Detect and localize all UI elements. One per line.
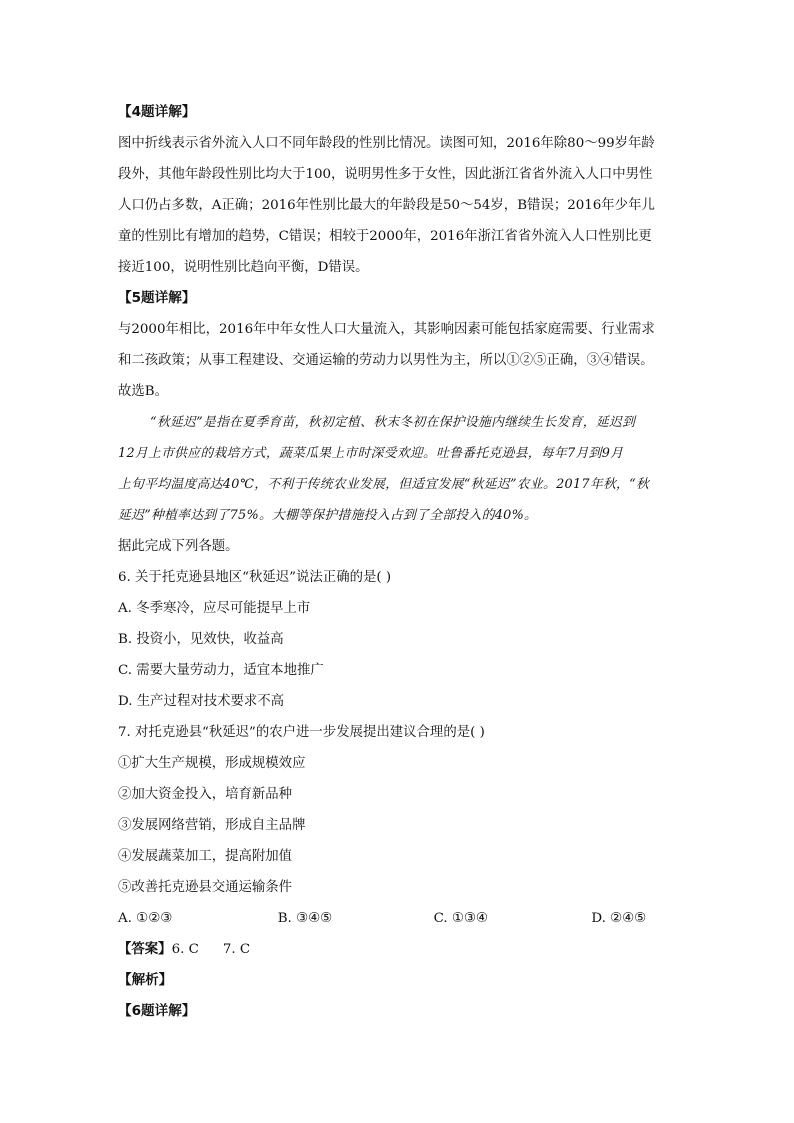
question-7-item: ⑤改善托克逊县交通运输条件 <box>118 880 293 895</box>
material-line: 上旬平均温度高达40℃，不利于传统农业发展，但适宜发展“秋延迟”农业。2017年秋，“秋 <box>118 477 650 492</box>
paragraph-line: 段外，其他年龄段性别比均大于100，说明男性多于女性，因此浙江省省外流入人口中男性 <box>118 167 653 182</box>
question-7-option-d: D. ②④⑤ <box>591 911 647 926</box>
question-7-option-a: A. ①②③ <box>118 911 173 926</box>
material-line: 延迟”种植率达到了75%。大棚等保护措施投入占到了全部投入的40%。 <box>118 508 538 523</box>
answer-6: 6. C <box>171 942 199 957</box>
question-6-option-c: C. 需要大量劳动力，适宜本地推广 <box>118 663 324 678</box>
section-heading-q4: 【4题详解】 <box>118 104 196 120</box>
question-7-option-c: C. ①③④ <box>433 911 488 926</box>
answer-tag: 【答案】 <box>118 942 172 957</box>
question-7-options <box>118 903 678 934</box>
paragraph-line: 图中折线表示省外流入人口不同年龄段的性别比情况。读图可知，2016年除80～99岁年龄 <box>118 136 655 151</box>
paragraph-line: 接近100，说明性别比趋向平衡，D错误。 <box>118 260 369 275</box>
question-7-stem: 7. 对托克逊县“秋延迟”的农户进一步发展提出建议合理的是( ) <box>118 725 485 740</box>
question-7-item: ③发展网络营销，形成自主品牌 <box>118 818 306 833</box>
paragraph-line: 与2000年相比，2016年中年女性人口大量流入，其影响因素可能包括家庭需要、行业需求 <box>118 322 655 337</box>
question-7-item: ②加大资金投入，培育新品种 <box>118 787 293 802</box>
question-6-option-b: B. 投资小，见效快，收益高 <box>118 632 284 647</box>
paragraph-line: 童的性别比有增加的趋势，C错误；相较于2000年，2016年浙江省省外流入人口性别比更 <box>118 229 652 244</box>
answer-7: 7. C <box>222 942 251 957</box>
question-7-item: ①扩大生产规模，形成规模效应 <box>118 756 306 771</box>
paragraph-line: 故选B。 <box>118 384 169 399</box>
question-6-stem: 6. 关于托克逊县地区“秋延迟”说法正确的是( ) <box>118 570 392 585</box>
paragraph-line: 人口仍占多数，A正确；2016年性别比最大的年龄段是50～54岁，B错误；2016年少年儿 <box>118 198 655 213</box>
question-7-item: ④发展蔬菜加工，提高附加值 <box>118 849 293 864</box>
answer-line <box>118 934 678 965</box>
instruction-text: 据此完成下列各题。 <box>118 539 239 554</box>
question-6-option-d: D. 生产过程对技术要求不高 <box>118 694 285 709</box>
paragraph-line: 和二孩政策；从事工程建设、交通运输的劳动力以男性为主，所以①②⑤正确，③④错误。 <box>118 353 654 368</box>
question-7-option-b: B. ③④⑤ <box>277 911 333 926</box>
question-6-option-a: A. 冬季寒冷，应尽可能提早上市 <box>118 601 311 616</box>
analysis-heading: 【解析】 <box>118 972 173 988</box>
material-line: “秋延迟”是指在夏季育苗，秋初定植、秋末冬初在保护设施内继续生长发育，延迟到 <box>150 415 636 430</box>
section-heading-q6: 【6题详解】 <box>118 1003 196 1019</box>
material-line: 12月上市供应的栽培方式，蔬菜瓜果上市时深受欢迎。吐鲁番托克逊县，每年7月到9月 <box>118 446 624 461</box>
section-heading-q5: 【5题详解】 <box>118 290 196 306</box>
document-content <box>118 97 678 1027</box>
